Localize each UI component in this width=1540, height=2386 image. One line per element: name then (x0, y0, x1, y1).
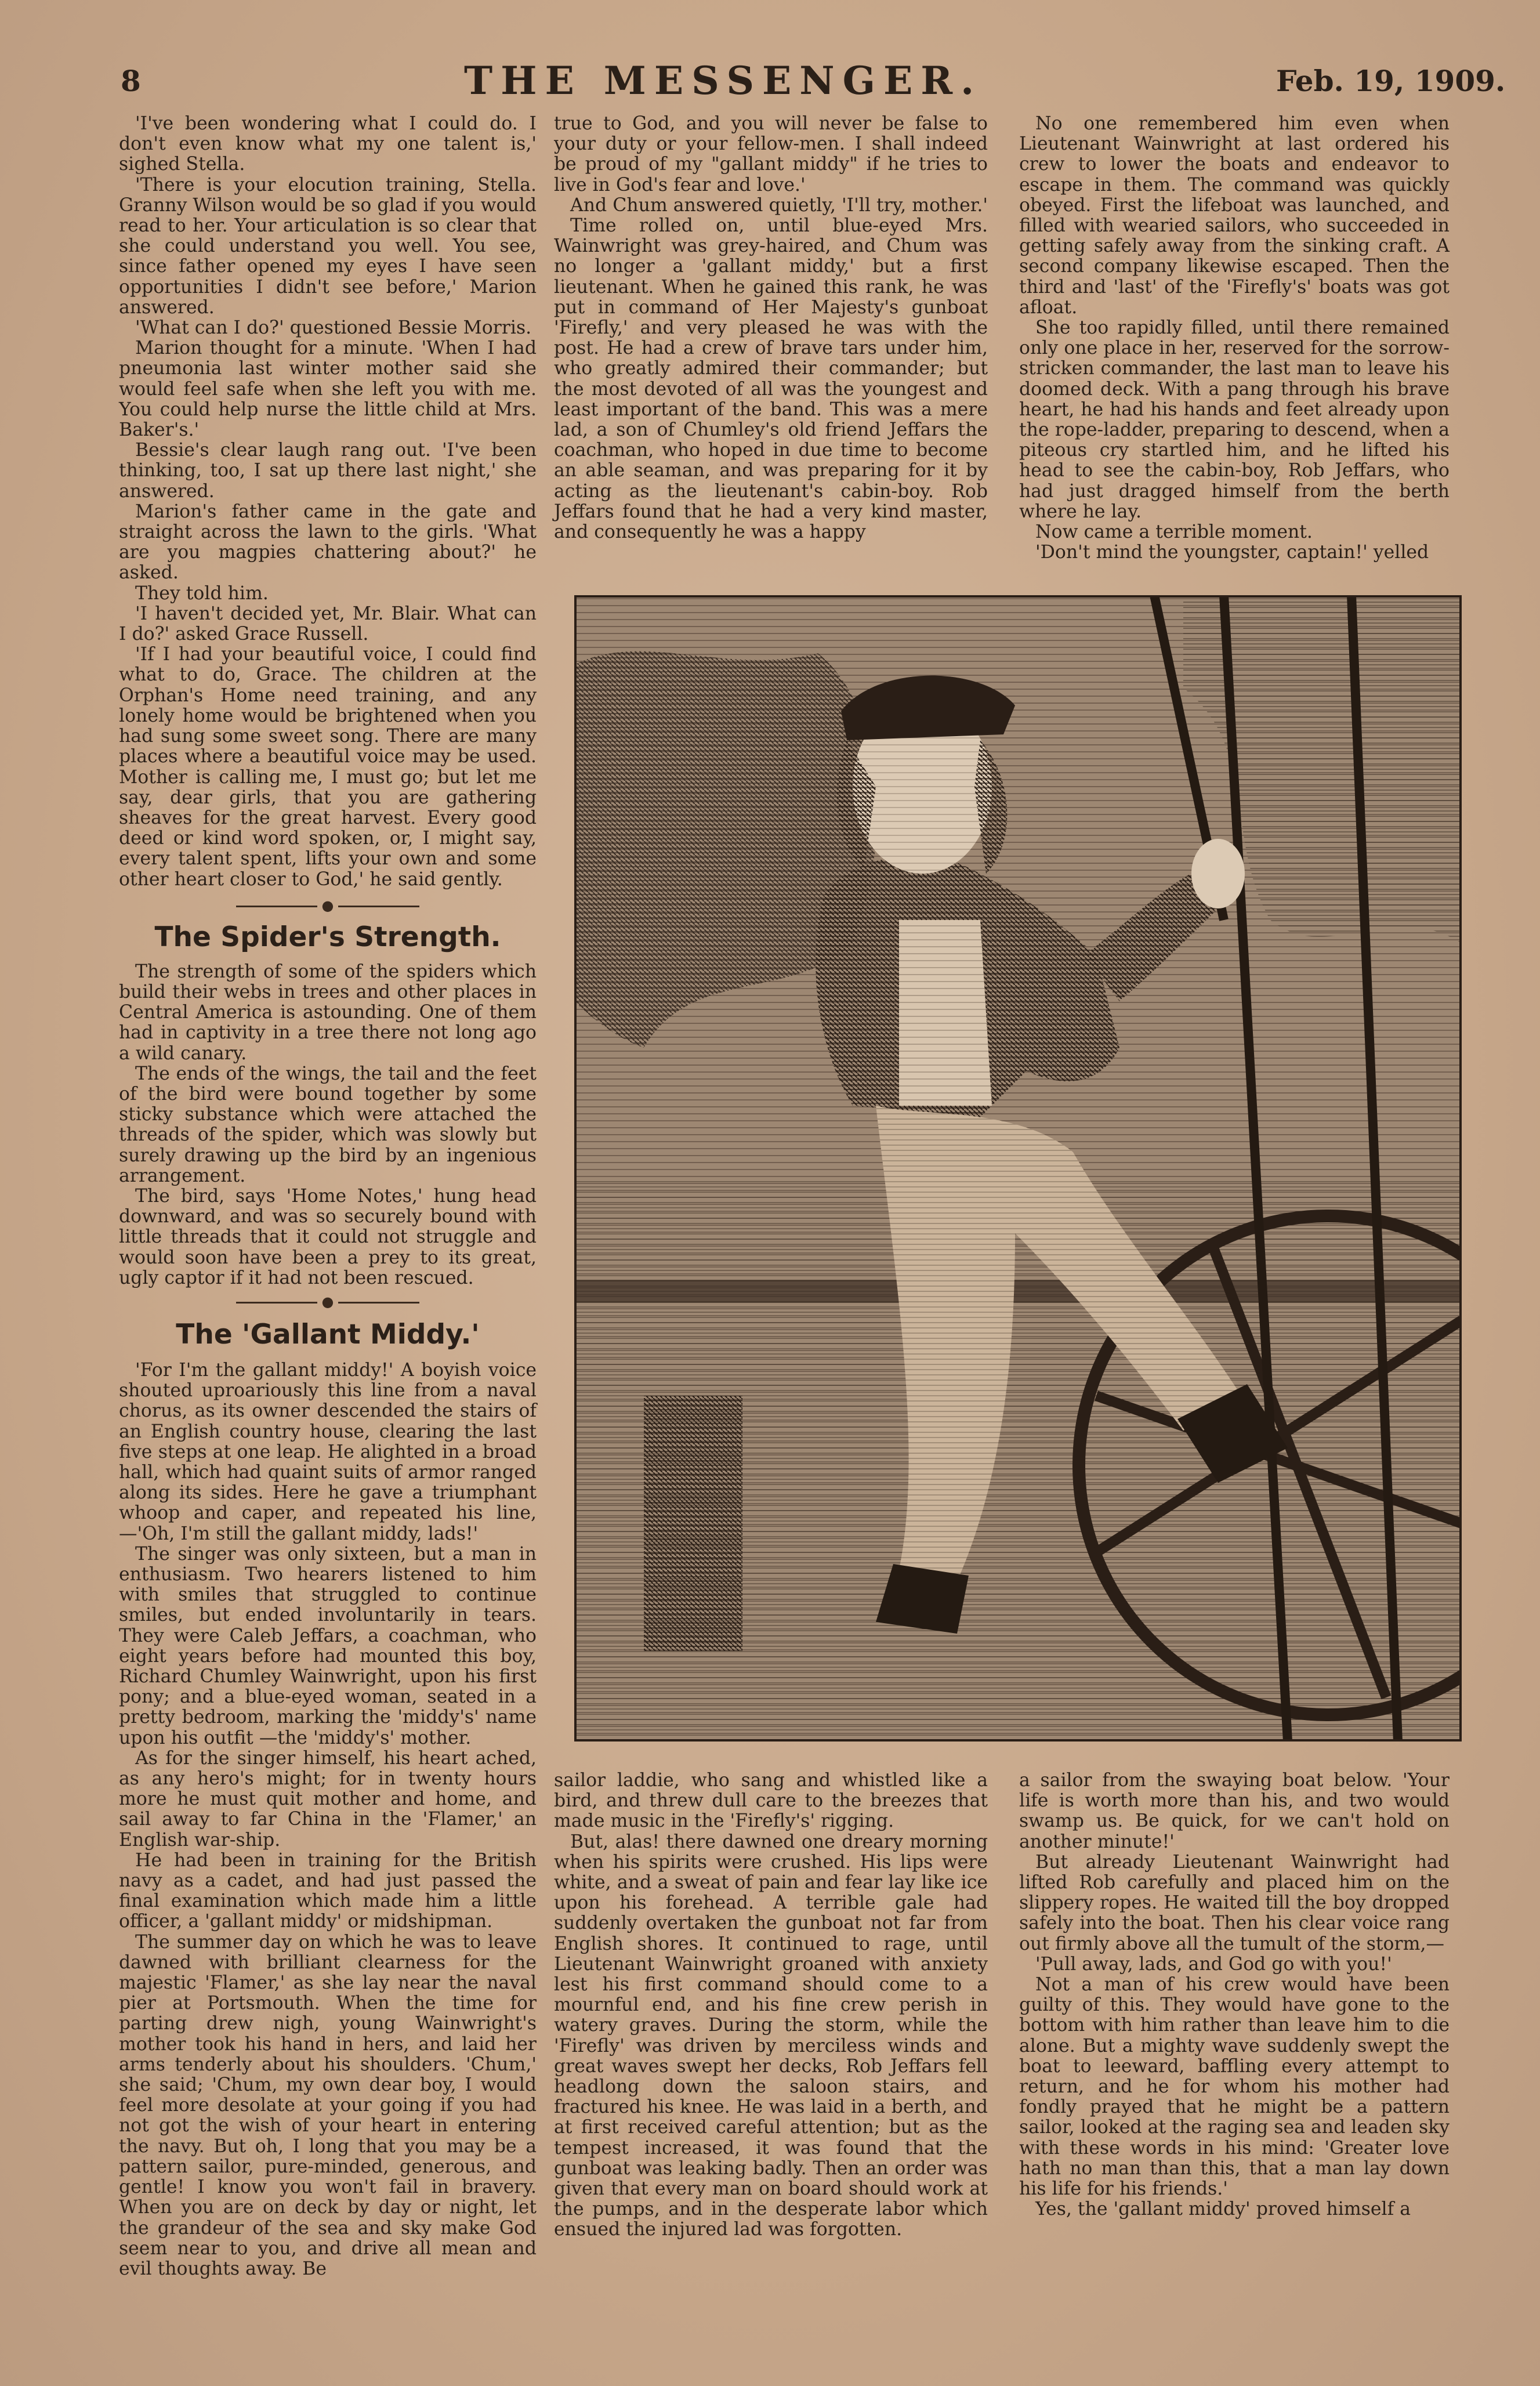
issue-date: Feb. 19, 1909. (1276, 64, 1506, 98)
middy-heading: The 'Gallant Middy.' (176, 1318, 480, 1351)
paragraph: sailor laddie, who sang and whistled like a bird, and threw dull care to the breezes that made music in the 'Firefly's' rigging. (554, 1770, 988, 1832)
column-2-bottom (554, 1771, 988, 2240)
paragraph: 'If I had your beautiful voice, I could find what to do, Grace. The children at the Orphan's Home need training, and any lonely home would be brightened when you had sung some sweet song. There are many places where a beautiful voice may be used. Mother is calling me, I must go; but let me say, dear girls, that you are gathering sheaves for the great harvest. Every good deed or kind word spoken, or, I might say, every talent spent, lifts your own and some other heart closer to God,' he said gently. (119, 644, 537, 890)
column-3-top (1019, 114, 1450, 563)
paragraph: a sailor from the swaying boat below. 'Your life is worth more than his, and two would swamp us. Be quick, for we can't hold on another minute!' (1019, 1770, 1450, 1852)
paragraph: 'Pull away, lads, and God go with you!' (1035, 1953, 1392, 1975)
paragraph: The strength of some of the spiders which build their webs in trees and other places in Central America is astounding. One of them had in captivity in a tree there not long ago a wild canary. (119, 961, 537, 1064)
paragraph: The ends of the wings, the tail and the feet of the bird were bound together by some sticky substance which were attached the threads of the spider, which was slowly but surely drawing up the bird by an ingenious arrangement. (119, 1063, 537, 1186)
column-3-bottom (1019, 1771, 1450, 2220)
paragraph: 'I've been wondering what I could do. I don't even know what my one talent is,' sighed Stella. (119, 113, 537, 175)
paragraph: But, alas! there dawned one dreary morning when his spirits were crushed. His lips were white, and a sweat of pain and fear lay like ice upon his forehead. A terrible gale had suddenly overtaken the gunboat not far from English shores. It continued to rage, until Lieutenant Wainwright groaned with anxiety lest his first command should come to a mournful end, and his fine crew perish in watery graves. During the storm, while the 'Firefly' was driven by merciless winds and great waves swept her decks, Rob Jeffars fell headlong down the saloon stairs, and fractured his knee. He was laid in a berth, and at first received careful attention; but as the tempest increased, it was found that the gunboat was leaking badly. Then an order was given that every man on board should work at the pumps, and in the desperate labor which ensued the injured lad was forgotten. (554, 1831, 988, 2240)
spider-article (119, 962, 537, 1288)
column-2-top (554, 114, 988, 542)
paragraph: The singer was only sixteen, but a man in enthusiasm. Two hearers listened to him with smiles that struggled to continue smiles, but ended involuntarily in tears. They were Caleb Jeffars, a coachman, who eight years before had mounted this boy, Richard Chumley Wainwright, upon his first pony; and a blue-eyed woman, seated in a pretty bedroom, marking the 'middy's' name upon his outfit —the 'middy's' mother. (119, 1543, 537, 1748)
paragraph: He had been in training for the British navy as a cadet, and had just passed the final examination which made him a little officer, a 'gallant middy' or midshipman. (119, 1849, 537, 1932)
paragraph: 'I haven't decided yet, Mr. Blair. What can I do?' asked Grace Russell. (119, 603, 537, 645)
spider-heading: The Spider's Strength. (154, 921, 501, 953)
paragraph: 'There is your elocution training, Stella. Granny Wilson would be so glad if you would read to her. Your articulation is so clear that she could understand you well. You see, since father opened my eyes I have seen opportunities I didn't see before,' Marion answered. (119, 174, 537, 318)
sailor-engraving-image (574, 595, 1462, 1741)
paragraph: She too rapidly filled, until there remained only one place in her, reserved for the sorrow-stricken commander, the last man to leave his doomed deck. With a pang through his brave heart, he had his hands and feet already upon the rope-ladder, preparing to descend, when a piteous cry startled him, and he lifted his head to see the cabin-boy, Rob Jeffars, who had just dragged himself from the berth where he lay. (1019, 317, 1450, 522)
paragraph: They told him. (135, 582, 269, 604)
paragraph: 'Don't mind the youngster, captain!' yelled (1035, 542, 1429, 563)
masthead-title: THE MESSENGER. (464, 58, 983, 103)
paragraph: Now came a terrible moment. (1035, 522, 1313, 543)
paragraph: Time rolled on, until blue-eyed Mrs. Wainwright was grey-haired, and Chum was no longer a 'gallant middy,' but a first lieutenant. When he gained this rank, he was put in command of Her Majesty's gunboat 'Firefly,' and very pleased he was with the post. He had a crew of brave tars under him, who greatly admired their commander; but the most devoted of all was the youngest and least important of the band. This was a mere lad, a son of Chumley's old friend Jeffars the coachman, who hoped in due time to become an able seaman, and was preparing for it by acting as the lieutenant's cabin-boy. Rob Jeffars found that he had a very kind master, and consequently he was a happy (554, 215, 988, 543)
paragraph: 'For I'm the gallant middy!' A boyish voice shouted uproariously this line from a naval chorus, as its owner descended the stairs of an English country house, clearing the last five steps at one leap. He alighted in a broad hall, which had quaint suits of armor ranged along its sides. Here he gave a triumphant whoop and caper, and repeated his line,—'Oh, I'm still the gallant middy, lads!' (119, 1359, 537, 1544)
paragraph: 'What can I do?' questioned Bessie Morris. (135, 317, 532, 339)
paragraph: As for the singer himself, his heart ached, as any hero's might; for in twenty hours more he must quit mother and home, and sail away to far China in the 'Flamer,' an English war-ship. (119, 1747, 537, 1851)
paragraph: The summer day on which he was to leave dawned with brilliant clearness for the majestic 'Flamer,' as she lay near the naval pier at Portsmouth. When the time for parting drew nigh, young Wainwright's mother took his hand in hers, and laid her arms tenderly about his shoulders. 'Chum,' she said; 'Chum, my own dear boy, I would feel more desolate at your going if you had not got the wish of your heart in entering the navy. But oh, I long that you may be a pattern sailor, pure-minded, generous, and gentle! I know you won't fail in bravery. When you are on deck by day or night, let the grandeur of the sea and sky make God seem near to you, and drive all mean and evil thoughts away. Be (119, 1931, 537, 2279)
paragraph: Marion thought for a minute. 'When I had pneumonia last winter mother said she would feel safe when she left you with me. You could help nurse the little child at Mrs. Baker's.' (119, 338, 537, 441)
paragraph: true to God, and you will never be false to your duty or your fellow-men. I shall indeed be proud of my "gallant middy" if he tries to live in God's fear and love.' (554, 113, 988, 195)
col1-text (119, 114, 537, 890)
paragraph: Bessie's clear laugh rang out. 'I've been thinking, too, I sat up there last night,' she answered. (119, 440, 537, 502)
paragraph: The bird, says 'Home Notes,' hung head downward, and was so securely bound with little threads that it could not struggle and would soon have been a prey to its great, ugly captor if it had not been rescued. (119, 1185, 537, 1288)
page-number: 8 (121, 64, 141, 98)
paragraph: And Chum answered quietly, 'I'll try, mother.' (570, 194, 988, 216)
section-divider: ● (119, 898, 537, 913)
paragraph: But already Lieutenant Wainwright had lifted Rob carefully and placed him on the slippery ropes. He waited till the boy dropped safely into the boat. Then his clear voice rang out firmly above all the tumult of the storm,— (1019, 1851, 1450, 1954)
sailor-engraving-illustration (574, 595, 1462, 1741)
paragraph: Not a man of his crew would have been guilty of this. They would have gone to the bottom with him rather than leave him to die alone. But a mighty wave suddenly swept the boat to leeward, baffling every attempt to return, and he for whom his mother had fondly prayed that he might be a pattern sailor, looked at the raging sea and leaden sky with these words in his mind: 'Greater love hath no man than this, that a man lay down his life for his friends.' (1019, 1974, 1450, 2200)
section-divider: ● (119, 1294, 537, 1309)
paragraph: No one remembered him even when Lieutenant Wainwright at last ordered his crew to lower the boats and endeavor to escape in them. The command was quickly obeyed. First the lifeboat was launched, and filled with wearied sailors, who succeeded in getting safely away from the sinking craft. A second company likewise escaped. Then the third and 'last' of the 'Firefly's' boats was got afloat. (1019, 113, 1450, 318)
middy-article-start (119, 1360, 537, 2279)
paragraph: Marion's father came in the gate and straight across the lawn to the girls. 'What are you magpies chattering about?' he asked. (119, 501, 537, 584)
paragraph: Yes, the 'gallant middy' proved himself a (1035, 2199, 1411, 2220)
column-1 (119, 114, 537, 2279)
